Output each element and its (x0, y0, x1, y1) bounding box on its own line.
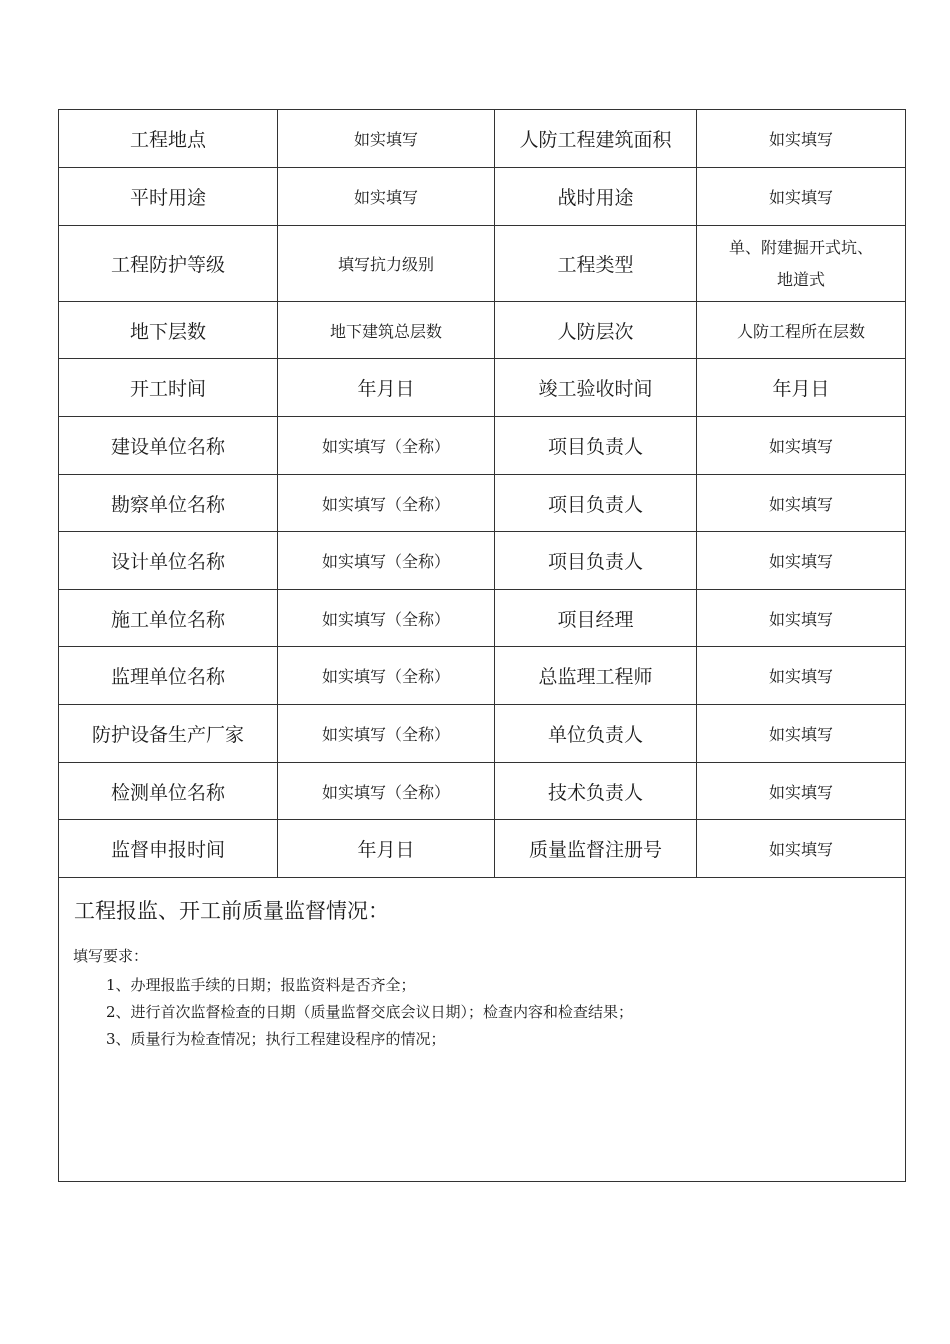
label-chief-supervisor: 总监理工程师 (495, 647, 697, 705)
notes-requirement-list (59, 972, 905, 1053)
label-civil-defense-area: 人防工程建筑面积 (495, 110, 697, 168)
label-project-location: 工程地点 (59, 110, 278, 168)
list-item: 1、办理报监手续的日期；报监资料是否齐全； (106, 976, 416, 994)
label-construction-unit: 建设单位名称 (59, 417, 278, 475)
value-design-unit[interactable]: 如实填写（全称） (278, 532, 495, 590)
table-row (59, 302, 906, 359)
label-civil-defense-level: 人防层次 (495, 302, 697, 359)
label-survey-leader: 项目负责人 (495, 475, 697, 532)
table-row (59, 417, 906, 475)
value-wartime-use[interactable]: 如实填写 (697, 168, 906, 226)
notes-row (59, 878, 906, 1182)
list-item: 3、质量行为检查情况；执行工程建设程序的情况； (106, 1030, 446, 1048)
value-report-date[interactable]: 年月日 (278, 820, 495, 878)
label-technical-leader: 技术负责人 (495, 763, 697, 820)
label-construction-leader: 项目负责人 (495, 417, 697, 475)
value-equipment-manufacturer[interactable]: 如实填写（全称） (278, 705, 495, 763)
label-registration-number: 质量监督注册号 (495, 820, 697, 878)
value-acceptance-date[interactable]: 年月日 (697, 359, 906, 417)
value-project-type[interactable] (697, 226, 906, 302)
table-row (59, 820, 906, 878)
table-row (59, 590, 906, 647)
table-row (59, 705, 906, 763)
label-peacetime-use: 平时用途 (59, 168, 278, 226)
value-unit-leader[interactable]: 如实填写 (697, 705, 906, 763)
value-builder-unit[interactable]: 如实填写（全称） (278, 590, 495, 647)
value-project-manager[interactable]: 如实填写 (697, 590, 906, 647)
value-civil-defense-level[interactable]: 人防工程所在层数 (697, 302, 906, 359)
table-row (59, 359, 906, 417)
label-wartime-use: 战时用途 (495, 168, 697, 226)
label-equipment-manufacturer: 防护设备生产厂家 (59, 705, 278, 763)
value-construction-leader[interactable]: 如实填写 (697, 417, 906, 475)
value-technical-leader[interactable]: 如实填写 (697, 763, 906, 820)
value-testing-unit[interactable]: 如实填写（全称） (278, 763, 495, 820)
label-acceptance-date: 竣工验收时间 (495, 359, 697, 417)
label-project-manager: 项目经理 (495, 590, 697, 647)
table-row (59, 763, 906, 820)
value-project-location[interactable]: 如实填写 (278, 110, 495, 168)
notes-requirement-label: 填写要求： (73, 947, 149, 965)
value-construction-unit[interactable]: 如实填写（全称） (278, 417, 495, 475)
value-registration-number[interactable]: 如实填写 (697, 820, 906, 878)
project-info-table (58, 109, 906, 1182)
label-protection-level: 工程防护等级 (59, 226, 278, 302)
table-row (59, 475, 906, 532)
table-row (59, 168, 906, 226)
label-builder-unit: 施工单位名称 (59, 590, 278, 647)
label-design-leader: 项目负责人 (495, 532, 697, 590)
label-start-date: 开工时间 (59, 359, 278, 417)
label-design-unit: 设计单位名称 (59, 532, 278, 590)
table-row (59, 226, 906, 302)
value-civil-defense-area[interactable]: 如实填写 (697, 110, 906, 168)
value-survey-leader[interactable]: 如实填写 (697, 475, 906, 532)
label-survey-unit: 勘察单位名称 (59, 475, 278, 532)
table-row (59, 110, 906, 168)
table-row (59, 532, 906, 590)
list-item: 2、进行首次监督检查的日期（质量监督交底会议日期）；检查内容和检查结果； (106, 1003, 634, 1021)
value-underground-floors[interactable]: 地下建筑总层数 (278, 302, 495, 359)
label-unit-leader: 单位负责人 (495, 705, 697, 763)
value-protection-level[interactable]: 填写抗力级别 (278, 226, 495, 302)
label-project-type: 工程类型 (495, 226, 697, 302)
value-design-leader[interactable]: 如实填写 (697, 532, 906, 590)
notes-title: 工程报监、开工前质量监督情况： (74, 899, 389, 923)
project-type-line-2: 地道式 (776, 269, 825, 289)
project-type-line-1: 单、附建掘开式坑、 (728, 237, 873, 257)
label-report-date: 监督申报时间 (59, 820, 278, 878)
value-peacetime-use[interactable]: 如实填写 (278, 168, 495, 226)
label-supervision-unit: 监理单位名称 (59, 647, 278, 705)
table-row (59, 647, 906, 705)
value-supervision-unit[interactable]: 如实填写（全称） (278, 647, 495, 705)
label-underground-floors: 地下层数 (59, 302, 278, 359)
label-testing-unit: 检测单位名称 (59, 763, 278, 820)
value-start-date[interactable]: 年月日 (278, 359, 495, 417)
value-survey-unit[interactable]: 如实填写（全称） (278, 475, 495, 532)
notes-section[interactable] (59, 878, 906, 1182)
value-chief-supervisor[interactable]: 如实填写 (697, 647, 906, 705)
